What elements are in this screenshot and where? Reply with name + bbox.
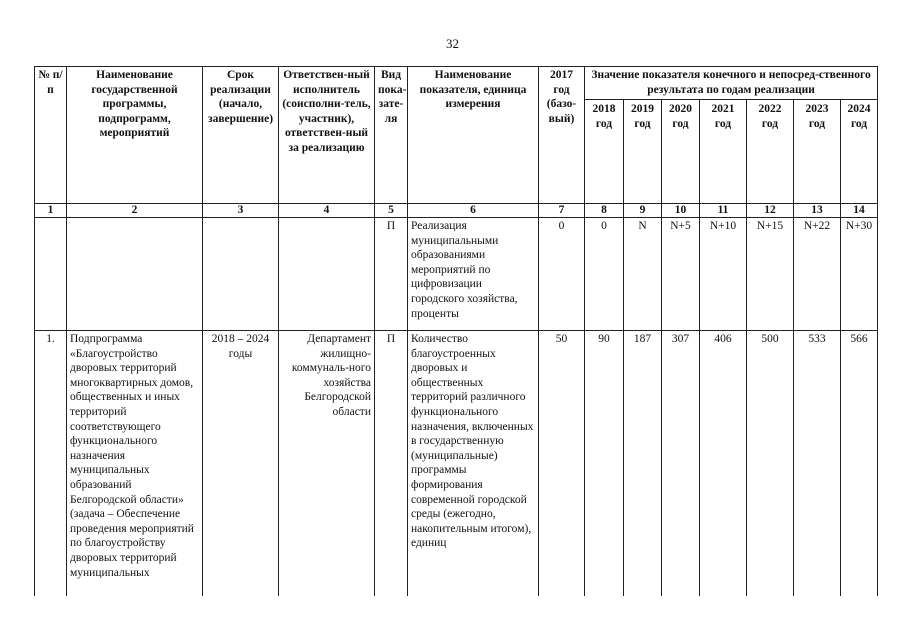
indicator-name: Количество благоустроенных дворовых и общественных территорий различного функционального назначения, включенных в государственную (муниципальные) программы формирования современной городской среды (ежегодно, накопительным итогом), единиц [408,331,539,597]
year-value: 406 [700,331,747,597]
row-number: 1. [35,331,67,597]
header-values-group: Значение показателя конечного и непосред-ственного результата по годам реализации [585,67,878,100]
header-year: 2021 год [700,100,747,204]
program-name [67,218,203,331]
period: 2018 – 2024 годы [203,331,279,597]
period [203,218,279,331]
indicator-name: Реализация муниципальными образованиями мероприятий по цифровизации городского хозяйства, проценты [408,218,539,331]
column-number: 7 [539,204,585,218]
header-year: 2024 год [841,100,878,204]
row-number [35,218,67,331]
column-number: 3 [203,204,279,218]
header-indicator-name: Наименование показателя, единица измерения [408,67,539,204]
column-number: 6 [408,204,539,218]
column-number: 11 [700,204,747,218]
year-value: N+22 [794,218,841,331]
program-name: Подпрограмма «Благоустройство дворовых территорий многоквартирных домов, общественных и иных территорий соответствующего функционального назначения муниципальных образований Белгородской области» (задача – Обеспечение проведения мероприятий по благоустройству дворовых территорий муниципальных [67,331,203,597]
header-number: № п/п [35,67,67,204]
header-indicator-type: Вид пока-зате-ля [375,67,408,204]
header-program-name: Наименование государственной программы, подпрограмм, мероприятий [67,67,203,204]
year-value: N+30 [841,218,878,331]
year-value: N+10 [700,218,747,331]
year-value: 90 [585,331,624,597]
column-number: 9 [624,204,662,218]
column-number: 4 [279,204,375,218]
year-value: N+5 [662,218,700,331]
header-executor: Ответствен-ный исполнитель (соисполни-тель, участник), ответствен-ный за реализацию [279,67,375,204]
year-value: 533 [794,331,841,597]
column-number: 10 [662,204,700,218]
base-value: 0 [539,218,585,331]
indicator-type: П [375,218,408,331]
column-number: 13 [794,204,841,218]
base-value: 50 [539,331,585,597]
year-value: 307 [662,331,700,597]
executor [279,218,375,331]
page-number: 32 [446,36,459,51]
column-numbers-row [35,204,878,218]
column-number: 8 [585,204,624,218]
year-value: N [624,218,662,331]
indicator-type: П [375,331,408,597]
year-value: 0 [585,218,624,331]
year-value: 187 [624,331,662,597]
header-year: 2023 год [794,100,841,204]
column-number: 14 [841,204,878,218]
column-number: 1 [35,204,67,218]
table-row [35,218,878,331]
header-year: 2018 год [585,100,624,204]
executor: Департамент жилищно-коммуналь-ного хозяйства Белгородской области [279,331,375,597]
column-number: 5 [375,204,408,218]
year-value: 500 [747,331,794,597]
header-year: 2020 год [662,100,700,204]
table-row [35,331,878,597]
header-base-year: 2017 год (базо-вый) [539,67,585,204]
header-period: Срок реализации (начало, завершение) [203,67,279,204]
indicators-table [34,66,878,596]
header-year: 2019 год [624,100,662,204]
header-year: 2022 год [747,100,794,204]
column-number: 12 [747,204,794,218]
year-value: N+15 [747,218,794,331]
column-number: 2 [67,204,203,218]
year-value: 566 [841,331,878,597]
